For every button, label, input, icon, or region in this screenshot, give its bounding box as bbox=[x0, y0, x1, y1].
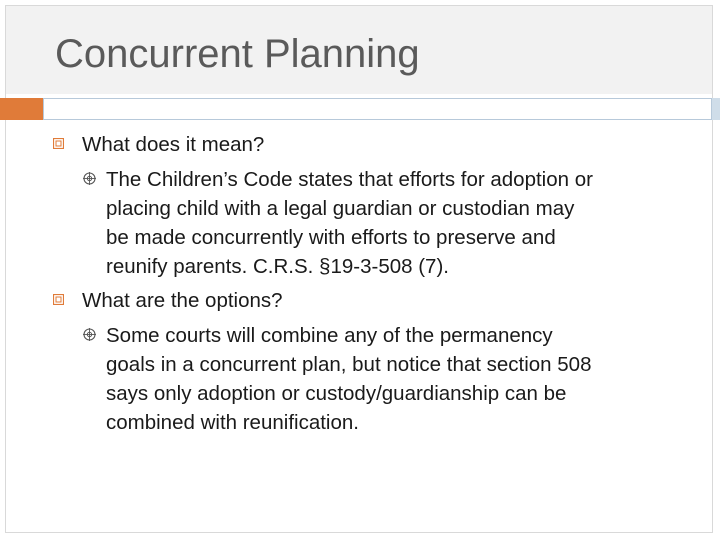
sub-bullet-line: The Children’s Code states that efforts for adoption or bbox=[106, 168, 593, 191]
sub-bullet-some-courts bbox=[106, 321, 696, 437]
sub-bullet-line: be made concurrently with efforts to preserve and bbox=[106, 226, 556, 249]
sub-bullet-line: says only adoption or custody/guardianship can be bbox=[106, 382, 567, 405]
sub-bullet-line: placing child with a legal guardian or custodian may bbox=[106, 197, 575, 220]
sub-bullet-line: Some courts will combine any of the permanency bbox=[106, 324, 553, 347]
sub-bullet-line: goals in a concurrent plan, but notice that section 508 bbox=[106, 353, 592, 376]
title-rule bbox=[43, 98, 712, 120]
slide-title: Concurrent Planning bbox=[55, 32, 420, 76]
target-bullet-icon bbox=[83, 172, 96, 185]
target-bullet-icon bbox=[83, 328, 96, 341]
bullet-what-does-it-mean: What does it mean? bbox=[82, 133, 265, 156]
title-rule-tail bbox=[712, 98, 720, 120]
bullet-what-are-the-options: What are the options? bbox=[82, 289, 283, 312]
sub-bullet-line: combined with reunification. bbox=[106, 411, 359, 434]
square-bullet-icon bbox=[53, 294, 64, 305]
title-rule-accent bbox=[0, 98, 43, 120]
sub-bullet-childrens-code bbox=[106, 165, 696, 281]
sub-bullet-line: reunify parents. C.R.S. §19-3-508 (7). bbox=[106, 255, 449, 278]
square-bullet-icon bbox=[53, 138, 64, 149]
